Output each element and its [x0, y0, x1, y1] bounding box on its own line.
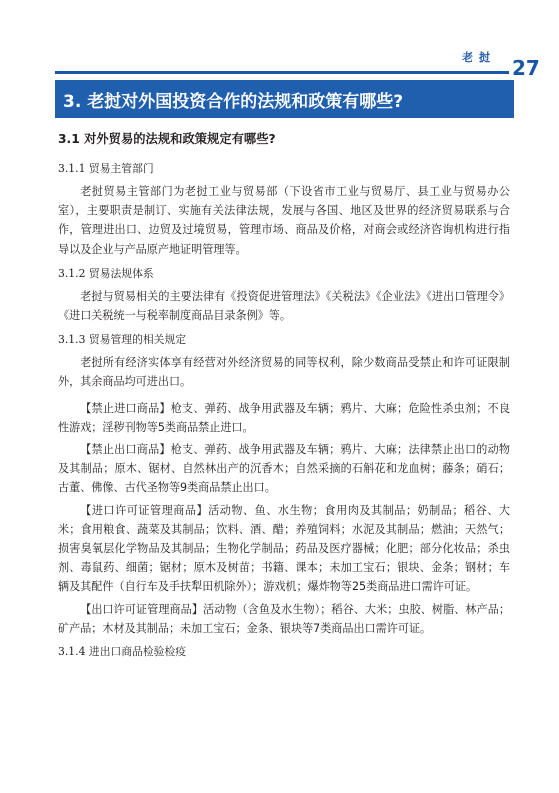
page-number: 27 [512, 56, 540, 80]
section-title: 3.1 对外贸易的法规和政策规定有哪些? [58, 132, 276, 146]
header-rule [55, 71, 509, 74]
paragraph-trade-authority: 老挝贸易主管部门为老挝工业与贸易部（下设省市工业与贸易厅、县工业与贸易办公室），主要职责是制订、实施有关法律法规，发展与各国、地区及世界的经济贸易联系与合作，管理进出口、边贸及过境贸易，管理市场、商品及价格，对商会或经济咨询机构进行指导以及企业与产品原产地证明管理等。 [58, 185, 510, 256]
subsection-title-inspection: 3.1.4 进出口商品检验检疫 [58, 645, 187, 659]
subsection-title-trade-authority: 3.1.1 贸易主管部门 [58, 162, 154, 175]
running-header-country: 老挝 [462, 51, 496, 64]
chapter-banner [55, 80, 514, 118]
page-content [58, 126, 510, 665]
list-item-import-license: 【进口许可证管理商品】活动物、鱼、水生物；食用肉及其制品；奶制品；稻谷、大米；食用粮食、蔬菜及其制品；饮料、酒、醋；养殖饲料；水泥及其制品；燃油；天然气；损害臭氧层化学物品及其制品；生物化学制品；药品及医疗器械；化肥；部分化妆品；杀虫剂、毒鼠药、细菌；锯材；原木及树苗；书籍、课本；未加工宝石；银块、金条；钢材；车辆及其配件（自行车及手扶犁田机除外）；游戏机；爆炸物等25类商品进口需许可证。 [58, 503, 510, 594]
subsection-title-trade-laws: 3.1.2 贸易法规体系 [58, 266, 154, 280]
list-item-export-license: 【出口许可证管理商品】活动物（含鱼及水生物）；稻谷、大米；虫胶、树脂、林产品；矿产品；木材及其制品；未加工宝石；金条、银块等7类商品出口需许可证。 [58, 602, 510, 635]
chapter-title: 3. 老挝对外国投资合作的法规和政策有哪些? [63, 92, 404, 112]
list-item-export-prohibited: 【禁止出口商品】枪支、弹药、战争用武器及车辆；鸦片、大麻；法律禁止出口的动物及其制品；原木、锯材、自然林出产的沉香木；自然采摘的石斛花和龙血树；藤条；硝石；古董、佛像、古代圣物等9类商品禁止出口。 [58, 443, 510, 495]
subsection-title-trade-rules: 3.1.3 贸易管理的相关规定 [58, 333, 187, 347]
paragraph-trade-laws: 老挝与贸易相关的主要法律有《投资促进管理法》《关税法》《企业法》《进出口管理令》《进口关税统一与税率制度商品目录条例》等。 [58, 289, 510, 323]
list-item-import-prohibited: 【禁止进口商品】枪支、弹药、战争用武器及车辆；鸦片、大麻；危险性杀虫剂；不良性游戏；淫秽刊物等5类商品禁止进口。 [58, 401, 510, 434]
paragraph-trade-rules-intro: 老挝所有经济实体享有经营对外经济贸易的同等权利，除少数商品受禁止和许可证限制外，其余商品均可进出口。 [58, 356, 510, 389]
